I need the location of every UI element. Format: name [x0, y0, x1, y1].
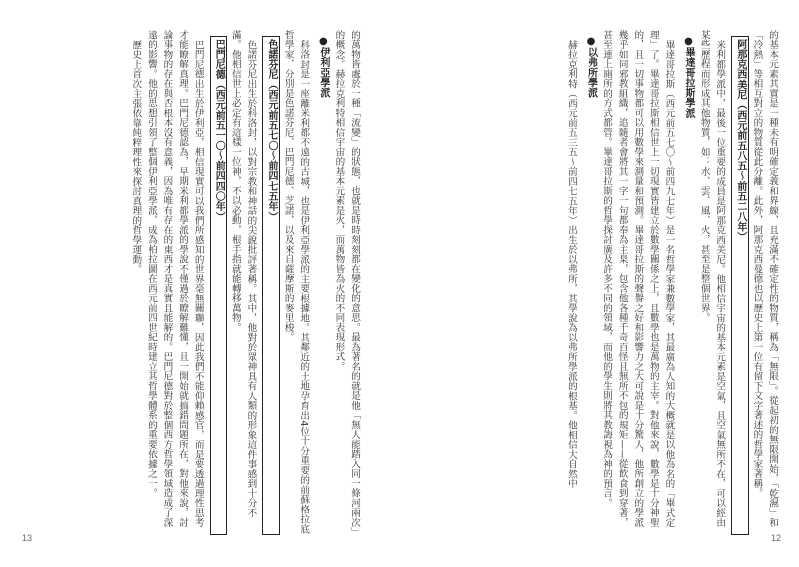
paragraph: 巴門尼德出生於伊利亞，相信現實可以我們所感知的世界毫無關聯，因此我們不能仰賴感官，而是要透過理性思考才能瞭解真理。巴門尼德認為，早期米利都學派的學說不僅過於瞭解難懂，且一開始就搞錯問題所在，對他來說，討論事物的存在與否根本沒有意義，因為唯有存在的東西才是真實且能解的。巴門尼德對於整個西方哲學領域造成了深遠的影響。他的思想引領了整個伊利亞學派，成為柏拉圖在西元前四世紀時建立其哲學體系的重要依據之一。 [145, 30, 204, 528]
paragraph: 畢達哥拉斯（西元前五七〇～前四九七年）是一名哲學家兼數學家，其最廣為人知的大概就是以他為名的「畢式定理」了。畢達哥拉斯相信世上一切現實皆建立於數學關係之上，且數學也是萬物的主宰。對他來說，數學是十分神聖的，且一切事物都可以用數學來測量和預測。畢達哥拉斯的聲譽之好和影響力之大可說是十分驚人，他所創立的學派幾乎如同邪教組織，追隨者會將其一字一句都奉為主臬，包含他各種千奇百怪且無所不包的規矩——從飲食到穿著，甚至連上廁所的方式都管。畢達哥拉斯的哲學探討廣及許多不同的領域，而他的學生則將其教誨視為神的預言。 [601, 30, 675, 528]
right-text-column [420, 30, 780, 535]
section-heading-text: 伊利亞學派 [317, 47, 329, 98]
philosopher-heading: 巴門尼德（西元前五一〇～前四四〇年） [210, 36, 228, 535]
right-page [400, 0, 799, 567]
paragraph: 歷史上首次主張依靠純粹理性來探討真理的哲學運動。 [130, 39, 142, 274]
section-heading-text: 畢達哥拉斯學派 [683, 47, 695, 119]
section-heading [583, 36, 599, 535]
bullet-icon: ● [585, 36, 597, 48]
paragraph: 米利都學派中，最後一位重要的成員是阿那克西美尼。他相信宇宙的基本元素是空氣，且空氣無所不在，可以經由某些歷程而形成其他物質，如：水、雲、風、火，甚至是整個世界。 [698, 30, 726, 528]
section-heading [315, 36, 331, 535]
bullet-icon: ● [683, 36, 695, 48]
section-heading-text: 以弗所學派 [585, 47, 597, 98]
paragraph: 的基本元素其實是一種未有明確定義和界線，且充滿不確定性的物質，稱為「無限」。從起初的無限開始，「乾濕」和「冷熱」等相互對立的物質從此分離。此外，阿那克西曼德也以歷史上第一位有留下文字著述的哲學家著稱。 [751, 30, 778, 528]
paragraph: 科洛封是一座離米利都不遠的古城，也是伊利亞學派的主要根據地。其鄰近的土地孕育出4位十分重要的前蘇格拉底哲學家，分別是色諾芬尼、巴門尼德、芝諾，以及來自薩摩斯的麥里梭。 [282, 30, 310, 534]
section-heading [680, 36, 696, 535]
page-number: 12 [770, 533, 781, 543]
paragraph: 的萬物皆處於一種「流變」的狀態，也就是時時刻刻都在變化的意思。最為著名的就是他「無人能踏入同一條河兩次」的概念。赫拉克利特相信宇宙的基本元素是火，而萬物皆為火的不同表現形式。 [333, 30, 360, 533]
left-page [0, 0, 399, 567]
paragraph: 赫拉克利特（西元前五三五～前四七五年）出生於以弗所，其學說為以弗所學派的根基。他相信大自然中 [565, 39, 577, 489]
paragraph: 色諾芬尼出生於科洛封，以對宗教和神話的尖銳批評著稱。其中，他對於眾神具有人類的形象這件事感到十分不滿。他相信世上必定有這樣一位神，不以必動，根手指就能轉移萬物。 [229, 30, 257, 518]
philosopher-heading: 阿那克西美尼（西元前五八五～前五二八年） [731, 36, 749, 535]
left-text-column [42, 30, 362, 535]
page-number: 13 [22, 533, 33, 543]
philosopher-heading: 色諾芬尼（西元前五七〇～前四七五年） [262, 36, 280, 535]
bullet-icon: ● [317, 36, 329, 48]
